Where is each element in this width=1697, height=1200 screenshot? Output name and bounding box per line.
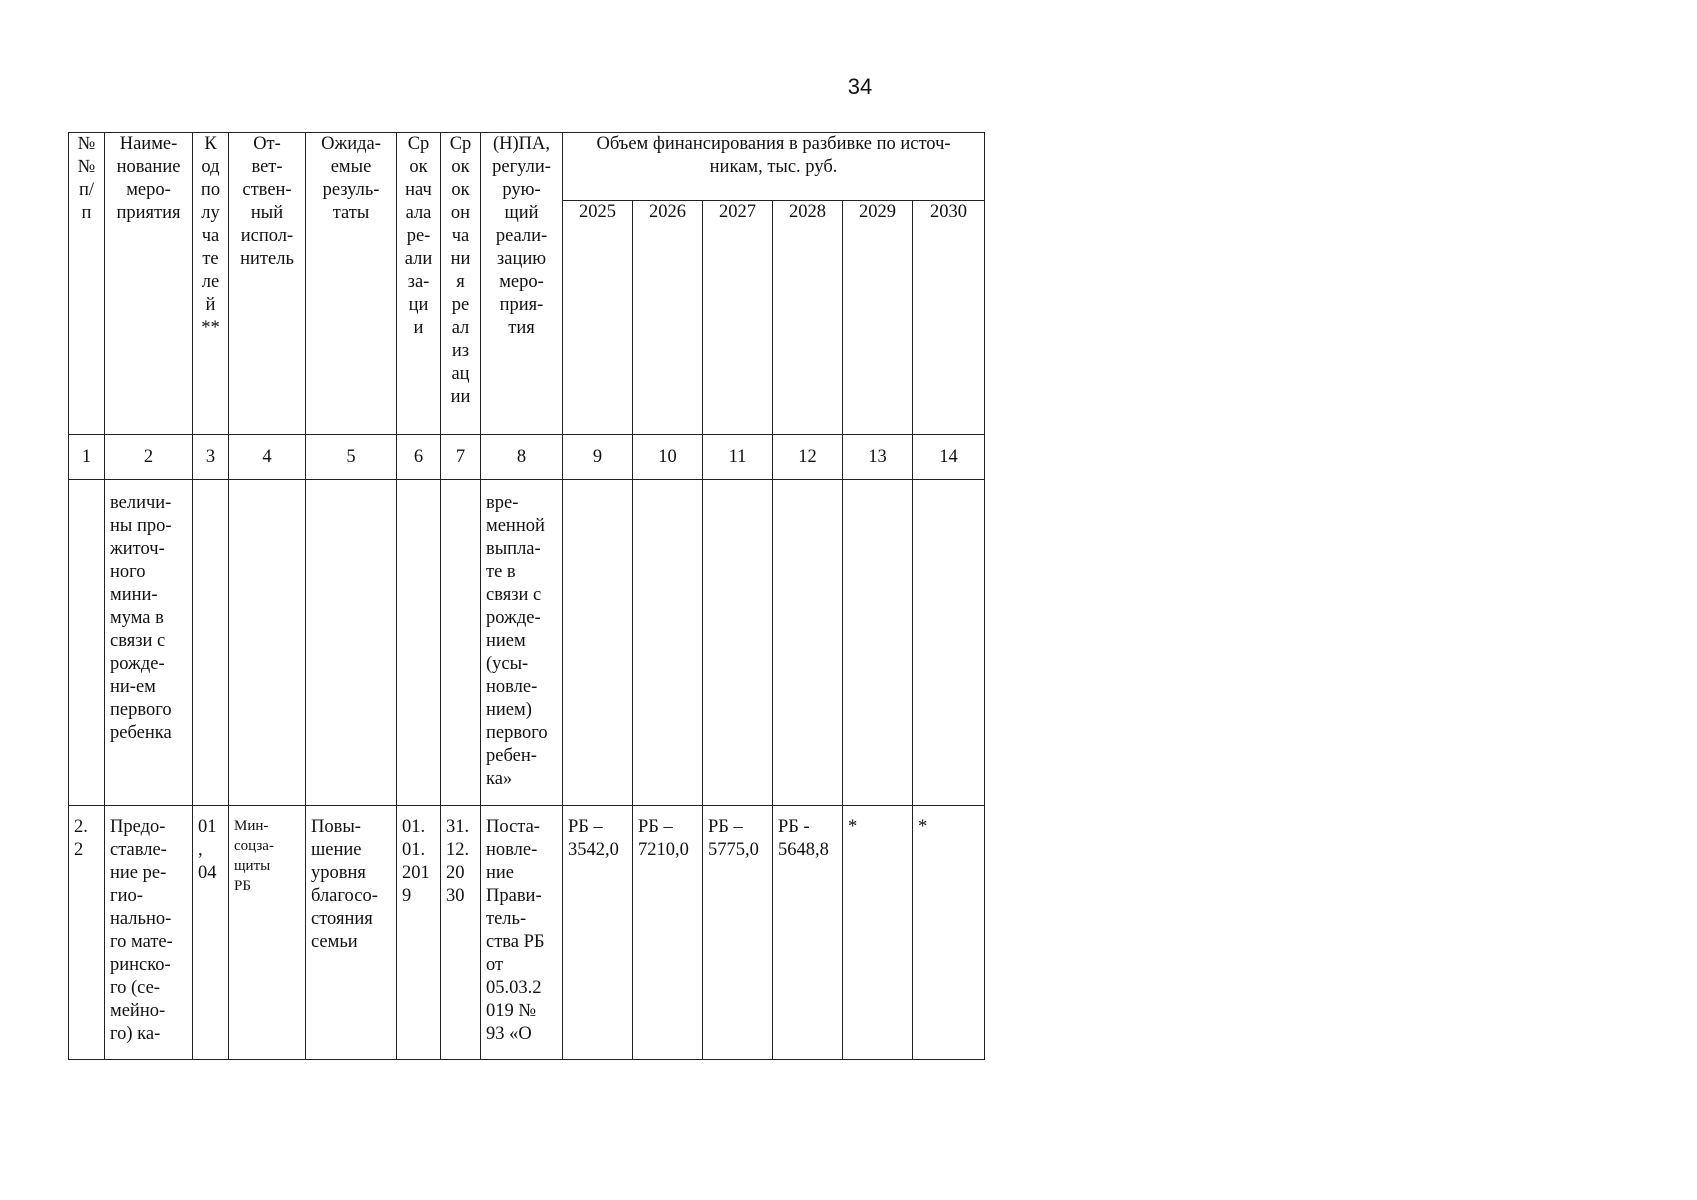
table-cell <box>563 480 633 806</box>
column-number: 3 <box>193 435 229 480</box>
header-number: № № п/ п <box>69 133 105 435</box>
column-number: 11 <box>703 435 773 480</box>
end-date: 31. 12. 20 30 <box>441 806 481 1060</box>
activities-table <box>68 132 985 1060</box>
column-number: 2 <box>105 435 193 480</box>
column-numbers-row <box>69 435 985 480</box>
table-cell <box>229 480 306 806</box>
header-recipient-code: К од по лу ча те ле й ** <box>193 133 229 435</box>
table-cell <box>397 480 441 806</box>
column-number: 12 <box>773 435 843 480</box>
recipient-code: 01 , 04 <box>193 806 229 1060</box>
financing-2028: РБ - 5648,8 <box>773 806 843 1060</box>
regulatory-act: Поста- новле- ние Прави- тель- ства РБ от 05.03.2 019 № 93 «О <box>481 806 563 1060</box>
header-year: 2025 <box>563 201 633 435</box>
header-year: 2027 <box>703 201 773 435</box>
header-end-date: Ср ок ок он ча ни я ре ал из ац ии <box>441 133 481 435</box>
continuation-row <box>69 480 985 806</box>
table-cell <box>913 480 985 806</box>
regulatory-act-continued: вре- менной выпла- те в связи с рожде- нием (усы- новле- нием) первого ребен- ка» <box>481 480 563 806</box>
table-cell <box>69 480 105 806</box>
header-executor: От- вет- ствен- ный испол- нитель <box>229 133 306 435</box>
column-number: 7 <box>441 435 481 480</box>
table-cell <box>306 480 397 806</box>
column-number: 4 <box>229 435 306 480</box>
start-date: 01. 01. 201 9 <box>397 806 441 1060</box>
financing-2026: РБ – 7210,0 <box>633 806 703 1060</box>
header-year: 2028 <box>773 201 843 435</box>
row-number: 2. 2 <box>69 806 105 1060</box>
financing-2030: * <box>913 806 985 1060</box>
column-number: 6 <box>397 435 441 480</box>
column-number: 8 <box>481 435 563 480</box>
activity-name-continued: величи- ны про- житоч- ного мини- мума в связи с рожде- ни-ем первого ребенка <box>105 480 193 806</box>
column-number: 5 <box>306 435 397 480</box>
header-start-date: Ср ок нач ала ре- али за- ци и <box>397 133 441 435</box>
header-year: 2030 <box>913 201 985 435</box>
header-financing-group: Объем финансирования в разбивке по источ- никам, тыс. руб. <box>563 133 985 201</box>
header-regulatory-act: (Н)ПА, регули- рую- щий реали- зацию меро- прия- тия <box>481 133 563 435</box>
column-number: 1 <box>69 435 105 480</box>
column-number: 13 <box>843 435 913 480</box>
expected-result: Повы- шение уровня благосо- стояния семьи <box>306 806 397 1060</box>
financing-2025: РБ – 3542,0 <box>563 806 633 1060</box>
table-cell <box>633 480 703 806</box>
header-row <box>69 133 985 201</box>
executor: Мин- соцза- щиты РБ <box>229 806 306 1060</box>
column-number: 9 <box>563 435 633 480</box>
page-number: 34 <box>847 74 873 99</box>
table-row <box>69 806 985 1060</box>
column-number: 14 <box>913 435 985 480</box>
column-number: 10 <box>633 435 703 480</box>
table-cell <box>703 480 773 806</box>
header-year: 2029 <box>843 201 913 435</box>
table-cell <box>773 480 843 806</box>
table-cell <box>193 480 229 806</box>
table-cell <box>843 480 913 806</box>
table-cell <box>441 480 481 806</box>
header-year: 2026 <box>633 201 703 435</box>
activity-name: Предо- ставле- ние ре- гио- нально- го мате- ринско- го (се- мейно- го) ка- <box>105 806 193 1060</box>
financing-2029: * <box>843 806 913 1060</box>
header-expected-results: Ожида- емые резуль- таты <box>306 133 397 435</box>
header-activity-name: Наиме- нование меро- приятия <box>105 133 193 435</box>
financing-2027: РБ – 5775,0 <box>703 806 773 1060</box>
